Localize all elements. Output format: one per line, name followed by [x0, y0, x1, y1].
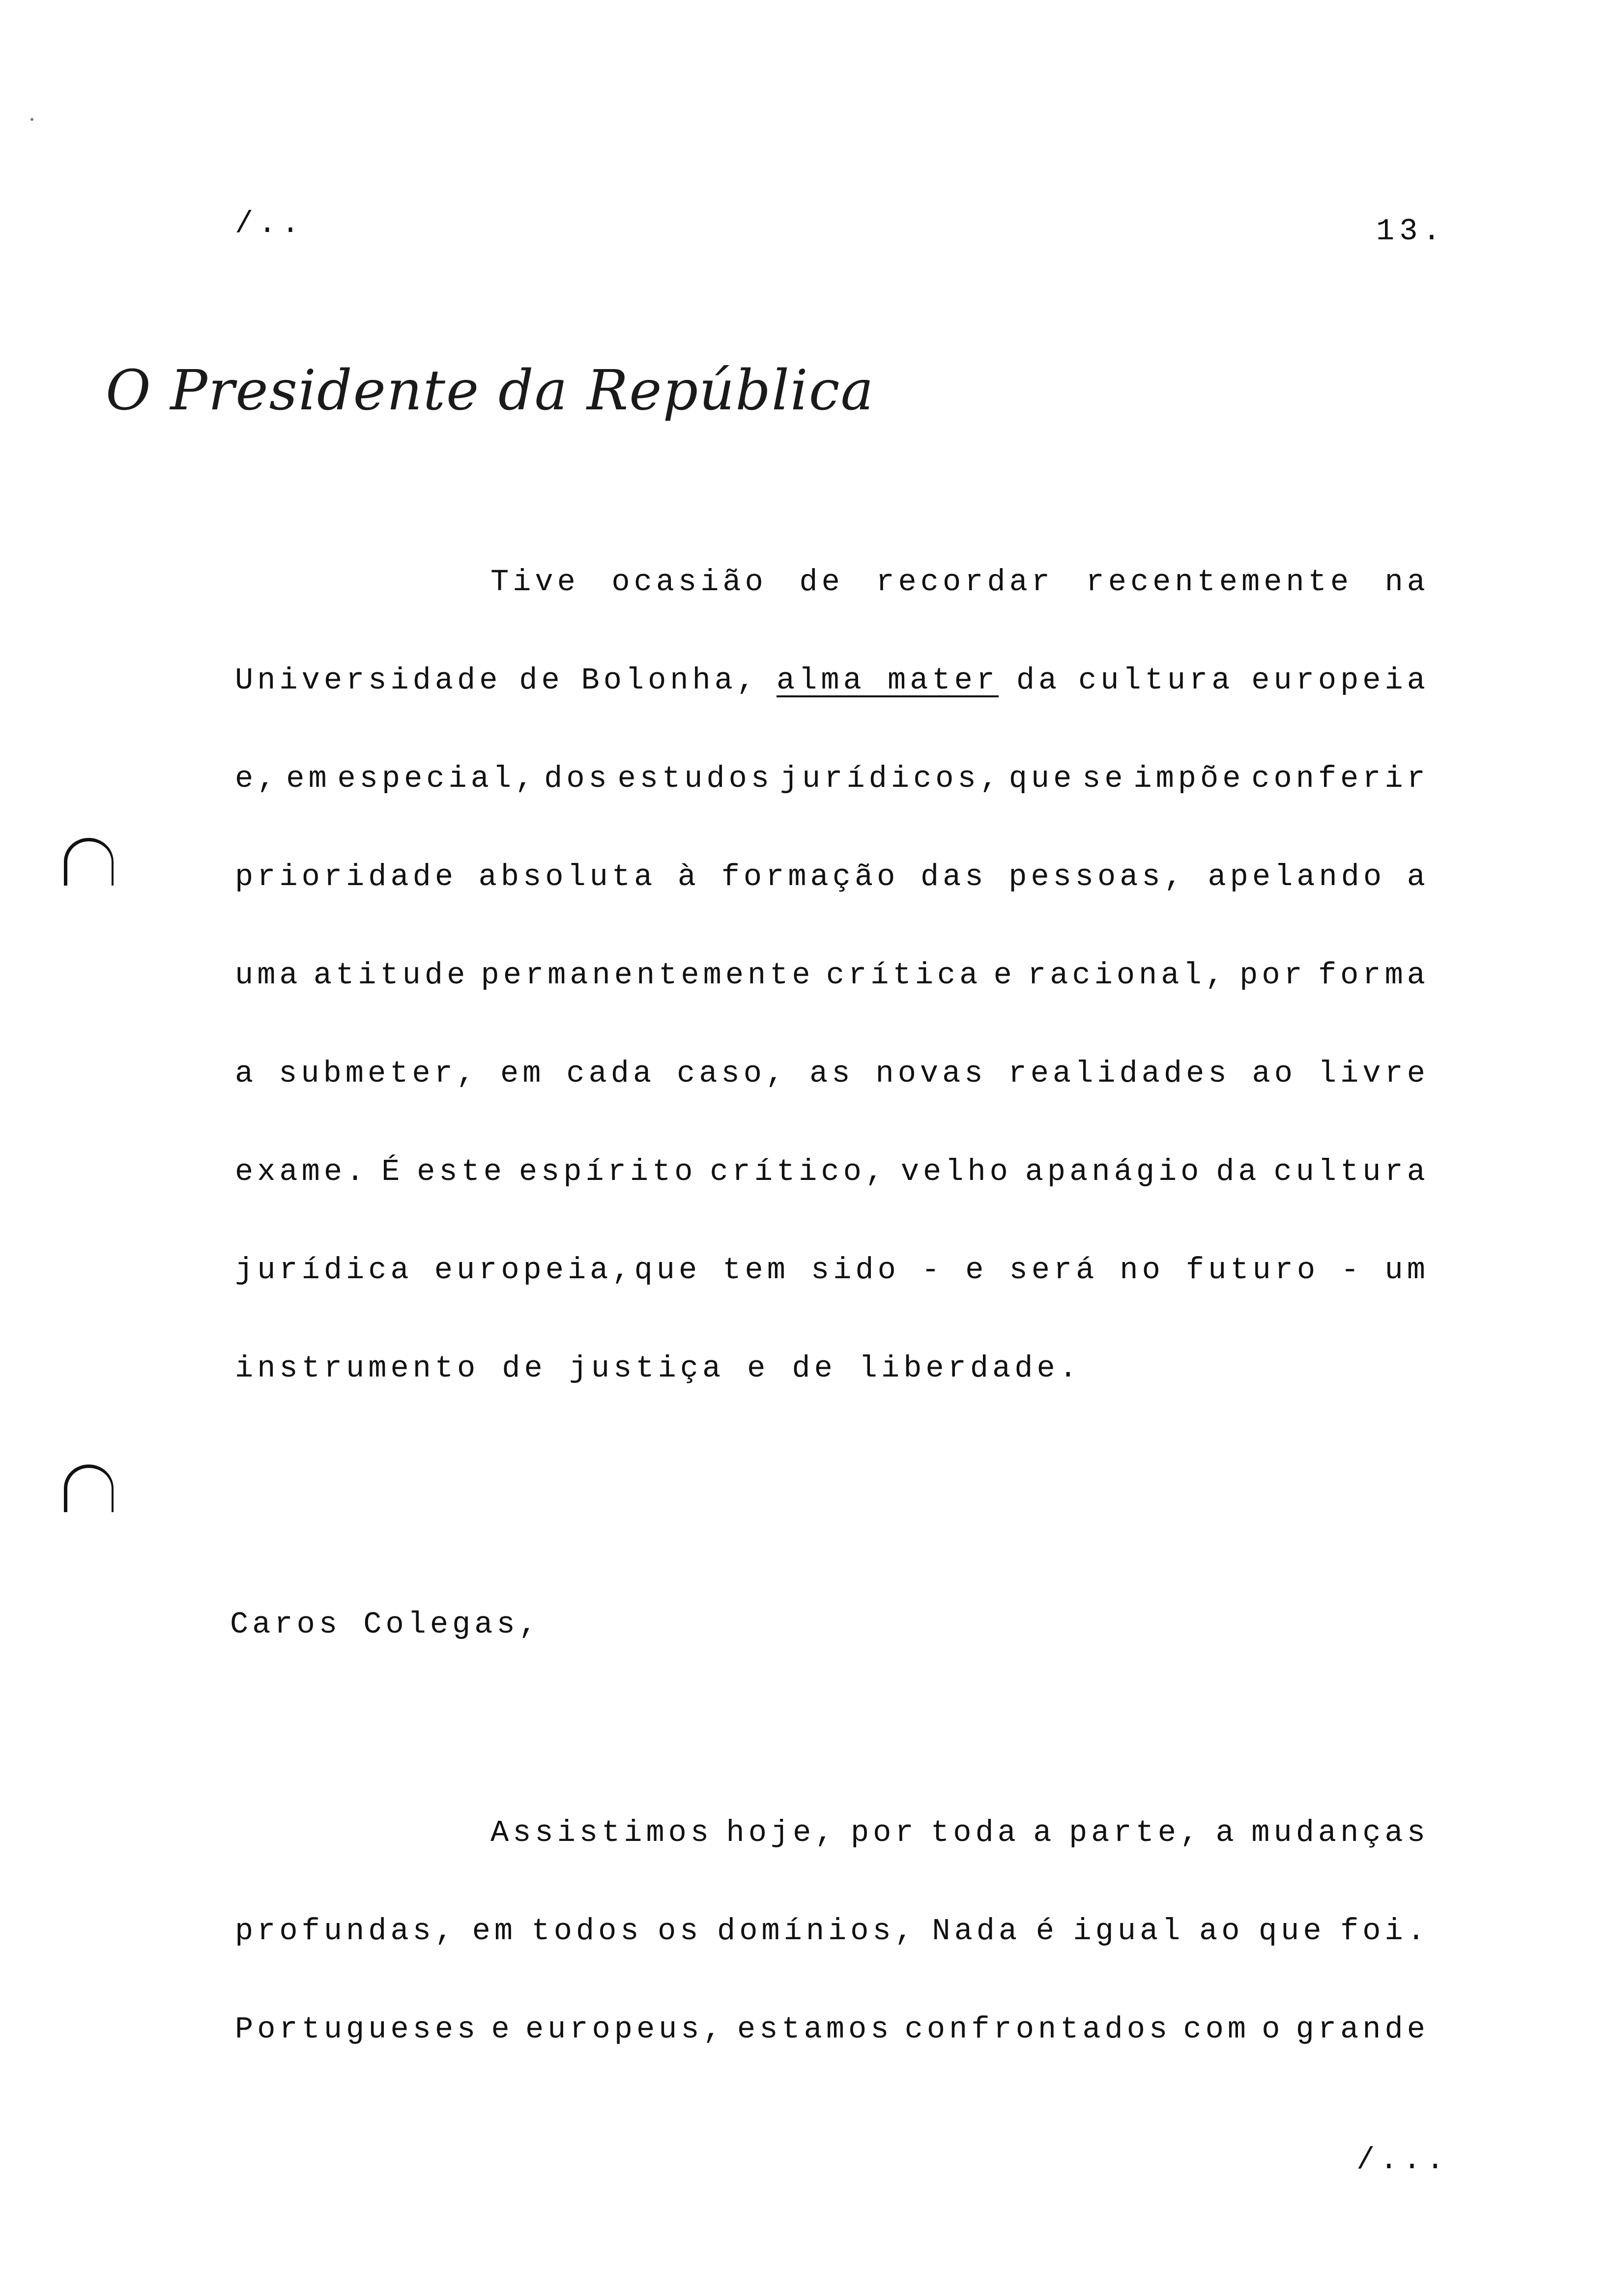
word: atitude: [313, 958, 469, 993]
word: tem: [722, 1253, 789, 1288]
word: cultura: [1273, 1154, 1429, 1189]
word: na: [1384, 565, 1429, 600]
word: hoje,: [726, 1815, 837, 1850]
word: apanágio: [1025, 1154, 1203, 1189]
word: exame.: [235, 1154, 369, 1189]
text-line: [235, 1980, 1429, 2079]
word: a: [1033, 1815, 1056, 1850]
word: no: [1120, 1253, 1164, 1288]
word: caso,: [677, 1056, 788, 1091]
word: uma: [235, 958, 302, 993]
word: das: [920, 860, 987, 894]
word: e: [965, 1253, 988, 1288]
word: que: [1008, 761, 1076, 796]
word: da: [1016, 663, 1061, 698]
word: parte,: [1068, 1815, 1203, 1850]
text-line: [235, 631, 1429, 730]
word: cada: [566, 1056, 656, 1091]
word: impõe: [1133, 761, 1245, 796]
word: especial,: [337, 761, 538, 796]
word: grande: [1295, 2012, 1429, 2047]
word: estamos: [737, 2012, 893, 2047]
word: jurídicos,: [779, 761, 1002, 796]
word: a: [235, 1056, 258, 1091]
text-line: [235, 1221, 1429, 1320]
word: formação: [721, 860, 899, 894]
text-line: [235, 533, 1429, 631]
word: se: [1082, 761, 1127, 796]
word: de: [502, 1351, 547, 1386]
word: Universidade: [235, 663, 502, 698]
word: domínios,: [717, 1914, 917, 1949]
word: crítico,: [710, 1154, 888, 1189]
word: instrumento: [235, 1351, 480, 1386]
word: as: [809, 1056, 854, 1091]
word: este: [417, 1154, 506, 1189]
word: cultura: [1078, 663, 1234, 698]
word: em: [472, 1914, 517, 1949]
text-line: [235, 1882, 1429, 1980]
text-line: [235, 1025, 1429, 1123]
word: dos: [544, 761, 611, 796]
scan-speck: [30, 118, 33, 121]
word: da: [1216, 1154, 1261, 1189]
paragraph-1: [235, 533, 1429, 1418]
word: liberdade.: [859, 1351, 1081, 1386]
punch-hole-mark: [64, 1464, 114, 1512]
word: europeus,: [525, 2012, 725, 2047]
word: alma mater: [776, 663, 999, 698]
text-line: [235, 926, 1429, 1025]
word: europeia,que: [434, 1253, 701, 1288]
word: de: [799, 565, 844, 600]
word: ocasião: [611, 565, 767, 600]
word: Assistimos: [490, 1815, 713, 1850]
salutation: Caros Colegas,: [230, 1607, 541, 1642]
word: Nada: [932, 1914, 1021, 1949]
word: recentemente: [1086, 565, 1353, 600]
word: em: [286, 761, 331, 796]
word: espírito: [518, 1154, 697, 1189]
letterhead-title: O Presidente da República: [106, 359, 875, 423]
word: mudanças: [1251, 1815, 1429, 1850]
word: um: [1384, 1253, 1429, 1288]
word: permanentemente: [481, 958, 814, 993]
word: justiça: [569, 1351, 725, 1386]
text-line: [235, 828, 1429, 926]
word: Bolonha,: [581, 663, 759, 698]
word: recordar: [876, 565, 1054, 600]
word: -: [921, 1253, 944, 1288]
word: a: [1215, 1815, 1238, 1850]
word: e,: [235, 761, 280, 796]
word: ao: [1199, 1914, 1244, 1949]
word: crítica: [826, 958, 982, 993]
word: de: [519, 663, 564, 698]
word: que: [1258, 1914, 1325, 1949]
word: igual: [1073, 1914, 1184, 1949]
text-line: [235, 1784, 1429, 1882]
word: europeia: [1251, 663, 1429, 698]
word: -: [1341, 1253, 1363, 1288]
text-line: [235, 730, 1429, 828]
word: Portugueses: [235, 2012, 480, 2047]
word: à: [677, 860, 700, 894]
word: apelando: [1208, 860, 1386, 894]
word: realidades: [1008, 1056, 1231, 1091]
word: jurídica: [235, 1253, 413, 1288]
word: a: [1407, 860, 1429, 894]
word: em: [500, 1056, 545, 1091]
word: é: [1036, 1914, 1058, 1949]
word: submeter,: [279, 1056, 479, 1091]
word: o: [1262, 2012, 1284, 2047]
text-line: [235, 1320, 1429, 1418]
word: É: [381, 1154, 404, 1189]
punch-hole-mark: [64, 838, 114, 886]
word: pessoas,: [1008, 860, 1186, 894]
word: velho: [900, 1154, 1012, 1189]
word: futuro: [1185, 1253, 1320, 1288]
word: ao: [1252, 1056, 1296, 1091]
word: Tive: [490, 565, 579, 600]
word: de: [792, 1351, 836, 1386]
continuation-mark-bottom: /...: [1356, 2143, 1449, 2178]
word: foi.: [1340, 1914, 1429, 1949]
word: com: [1183, 2012, 1250, 2047]
word: por: [850, 1815, 918, 1850]
paragraph-2: [235, 1784, 1429, 2079]
word: todos: [531, 1914, 643, 1949]
word: será: [1009, 1253, 1098, 1288]
word: e: [491, 2012, 514, 2047]
text-line: [235, 1123, 1429, 1221]
word: toda: [931, 1815, 1020, 1850]
word: e: [747, 1351, 770, 1386]
page-number: 13.: [1376, 214, 1446, 249]
word: novas: [875, 1056, 987, 1091]
word: racional,: [1028, 958, 1228, 993]
word: estudos: [617, 761, 774, 796]
word: e: [993, 958, 1016, 993]
word: conferir: [1251, 761, 1429, 796]
word: profundas,: [235, 1914, 458, 1949]
word: sido: [811, 1253, 900, 1288]
continuation-mark-top: /..: [235, 206, 305, 241]
word: livre: [1318, 1056, 1429, 1091]
word: por: [1239, 958, 1306, 993]
word: confrontados: [904, 2012, 1172, 2047]
word: os: [658, 1914, 702, 1949]
word: forma: [1318, 958, 1429, 993]
word: prioridade: [235, 860, 458, 894]
word: absoluta: [478, 860, 657, 894]
